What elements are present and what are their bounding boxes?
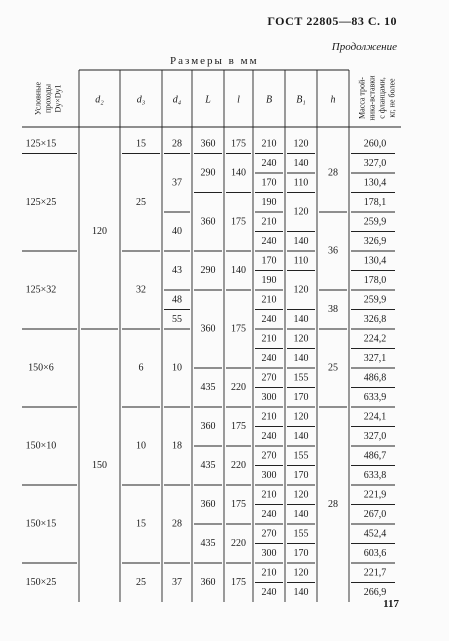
cell-mass: 633,9 — [363, 391, 387, 403]
cell-l: 175 — [231, 577, 246, 588]
col-header-d4: d₄ — [172, 94, 182, 106]
page-number: 117 — [383, 598, 399, 610]
cell-l: 360 — [200, 216, 216, 228]
cell-d3: 15 — [136, 518, 146, 530]
cell-l: 360 — [200, 138, 216, 150]
cell-d2: 150 — [92, 460, 107, 471]
col-header-b1: B₁ — [296, 94, 306, 106]
cell-mass: 486,8 — [363, 372, 387, 384]
cell-l: 290 — [200, 167, 216, 179]
cell-b: 240 — [261, 508, 277, 520]
cell-b: 240 — [261, 430, 277, 442]
cell-b1: 120 — [293, 411, 309, 423]
cell-b: 300 — [261, 391, 277, 403]
cell-b1: 120 — [293, 567, 309, 579]
cell-b: 240 — [261, 352, 277, 364]
cell-l: 175 — [231, 421, 246, 432]
cell-b: 190 — [261, 274, 277, 286]
cell-h: 28 — [328, 499, 338, 510]
cell-d4: 43 — [172, 265, 182, 276]
cell-b: 300 — [261, 469, 277, 481]
cell-mass: 603,6 — [363, 547, 387, 559]
cell-mass: 633,8 — [363, 469, 387, 481]
cell-h: 36 — [328, 245, 338, 257]
cell-mass: 327,0 — [363, 430, 387, 442]
cell-b1: 155 — [293, 372, 309, 384]
cell-l: 175 — [231, 138, 246, 150]
cell-l: 360 — [200, 323, 216, 335]
cell-b1: 120 — [293, 138, 309, 150]
cell-b1: 170 — [293, 391, 309, 403]
cell-d3: 32 — [136, 284, 146, 296]
cell-l: 360 — [200, 421, 216, 432]
cell-b1: 155 — [293, 528, 309, 540]
cell-b: 210 — [261, 411, 277, 423]
cell-mass: 178,0 — [363, 274, 387, 286]
cell-b1: 155 — [293, 450, 309, 462]
cell-dy: 125×25 — [25, 196, 57, 208]
cell-mass: 327,0 — [363, 157, 387, 169]
cell-mass: 266,9 — [363, 586, 387, 598]
cell-b: 210 — [261, 489, 277, 501]
cell-l: 140 — [231, 265, 246, 276]
cell-d4: 10 — [172, 362, 182, 374]
col-header-dy: проходы — [43, 84, 53, 113]
col-header-l: l — [237, 94, 240, 106]
cell-d4: 18 — [172, 440, 182, 452]
cell-b: 170 — [261, 255, 277, 267]
cell-d3: 15 — [136, 138, 146, 150]
cell-b1: 140 — [293, 235, 309, 247]
col-header-h: h — [330, 94, 336, 106]
cell-mass: 221,7 — [363, 567, 387, 579]
cell-mass: 259,9 — [363, 216, 387, 228]
col-header-d2: d₂ — [95, 94, 104, 106]
cell-l: 140 — [231, 167, 246, 179]
cell-l: 435 — [200, 460, 216, 471]
cell-dy: 150×6 — [28, 362, 54, 374]
cell-b1: 140 — [293, 352, 309, 364]
cell-mass: 130,4 — [363, 255, 387, 267]
cell-b: 210 — [261, 333, 277, 345]
cell-mass: 452,4 — [363, 528, 387, 540]
cell-b: 270 — [261, 450, 277, 462]
col-header-b: B — [265, 94, 273, 106]
cell-dy: 150×15 — [25, 518, 57, 530]
cell-b: 240 — [261, 235, 277, 247]
continuation-label: Продолжение — [331, 41, 397, 53]
cell-l: 360 — [200, 499, 216, 510]
cell-mass: 326,9 — [363, 235, 387, 247]
cell-b1: 120 — [293, 206, 309, 218]
col-header-dy: Dy×Dy1 — [53, 84, 63, 113]
cell-l: 220 — [231, 538, 246, 549]
cell-l: 290 — [200, 265, 216, 276]
cell-b: 300 — [261, 547, 277, 559]
cell-b: 240 — [261, 157, 277, 169]
cell-mass: 224,1 — [363, 411, 387, 423]
cell-dy: 125×15 — [25, 138, 57, 150]
cell-mass: 267,0 — [363, 508, 387, 520]
cell-l: 175 — [231, 216, 246, 228]
cell-mass: 260,0 — [363, 138, 387, 150]
cell-l: 175 — [231, 323, 246, 335]
cell-mass: 178,1 — [363, 196, 387, 208]
cell-h: 38 — [328, 304, 338, 315]
cell-b: 210 — [261, 138, 277, 150]
cell-h: 28 — [328, 167, 338, 179]
cell-b: 210 — [261, 567, 277, 579]
cell-b1: 110 — [293, 255, 309, 267]
cell-b1: 170 — [293, 547, 309, 559]
dimensions-caption: Размеры в мм — [170, 55, 259, 67]
cell-d3: 10 — [136, 440, 146, 452]
cell-mass: 486,7 — [363, 450, 387, 462]
cell-d4: 40 — [172, 226, 182, 237]
cell-b: 270 — [261, 528, 277, 540]
cell-b1: 140 — [293, 430, 309, 442]
cell-b1: 120 — [293, 333, 309, 345]
cell-mass: 224,2 — [363, 333, 387, 345]
cell-b1: 140 — [293, 508, 309, 520]
cell-b1: 120 — [293, 284, 309, 296]
cell-d3: 6 — [138, 362, 144, 374]
cell-d4: 28 — [172, 138, 182, 150]
cell-b1: 170 — [293, 469, 309, 481]
cell-d4: 37 — [172, 177, 182, 189]
cell-b: 190 — [261, 196, 277, 208]
cell-b: 210 — [261, 294, 277, 306]
cell-mass: 326,8 — [363, 313, 387, 325]
cell-b: 240 — [261, 586, 277, 598]
cell-d4: 37 — [172, 577, 182, 588]
cell-mass: 221,9 — [363, 489, 387, 501]
cell-d4: 48 — [172, 294, 182, 306]
cell-d4: 28 — [172, 518, 182, 530]
cell-mass: 327,1 — [363, 352, 387, 364]
col-header-mass: Масса трой- — [357, 77, 367, 119]
cell-l: 220 — [231, 460, 246, 471]
col-header-mass: с фланцами, — [377, 77, 387, 119]
cell-d3: 25 — [136, 577, 146, 588]
cell-dy: 125×32 — [25, 284, 57, 296]
col-header-mass: кг, не более — [387, 78, 397, 118]
cell-d2: 120 — [92, 226, 107, 237]
cell-l: 360 — [200, 577, 216, 588]
cell-b: 270 — [261, 372, 277, 384]
col-header-d3: d₃ — [136, 94, 146, 106]
cell-l: 175 — [231, 499, 246, 510]
cell-dy: 150×10 — [25, 440, 57, 452]
cell-d3: 25 — [136, 196, 146, 208]
cell-mass: 259,9 — [363, 294, 387, 306]
cell-l: 435 — [200, 382, 216, 393]
cell-b: 240 — [261, 313, 277, 325]
cell-l: 435 — [200, 538, 216, 549]
cell-b: 170 — [261, 177, 277, 189]
col-header-dy: Условные — [33, 81, 43, 116]
cell-b: 210 — [261, 216, 277, 228]
cell-h: 25 — [328, 362, 338, 374]
cell-b1: 120 — [293, 489, 309, 501]
cell-mass: 130,4 — [363, 177, 387, 189]
col-header-mass: ника-вставки — [367, 75, 377, 121]
cell-dy: 150×25 — [25, 577, 57, 588]
cell-b1: 140 — [293, 586, 309, 598]
cell-b1: 110 — [293, 177, 309, 189]
cell-d4: 55 — [172, 313, 182, 325]
cell-l: 220 — [231, 382, 246, 393]
cell-b1: 140 — [293, 313, 309, 325]
page-header: ГОСТ 22805—83 С. 10 — [267, 14, 397, 28]
col-header-l: L — [205, 94, 211, 106]
cell-b1: 140 — [293, 157, 309, 169]
